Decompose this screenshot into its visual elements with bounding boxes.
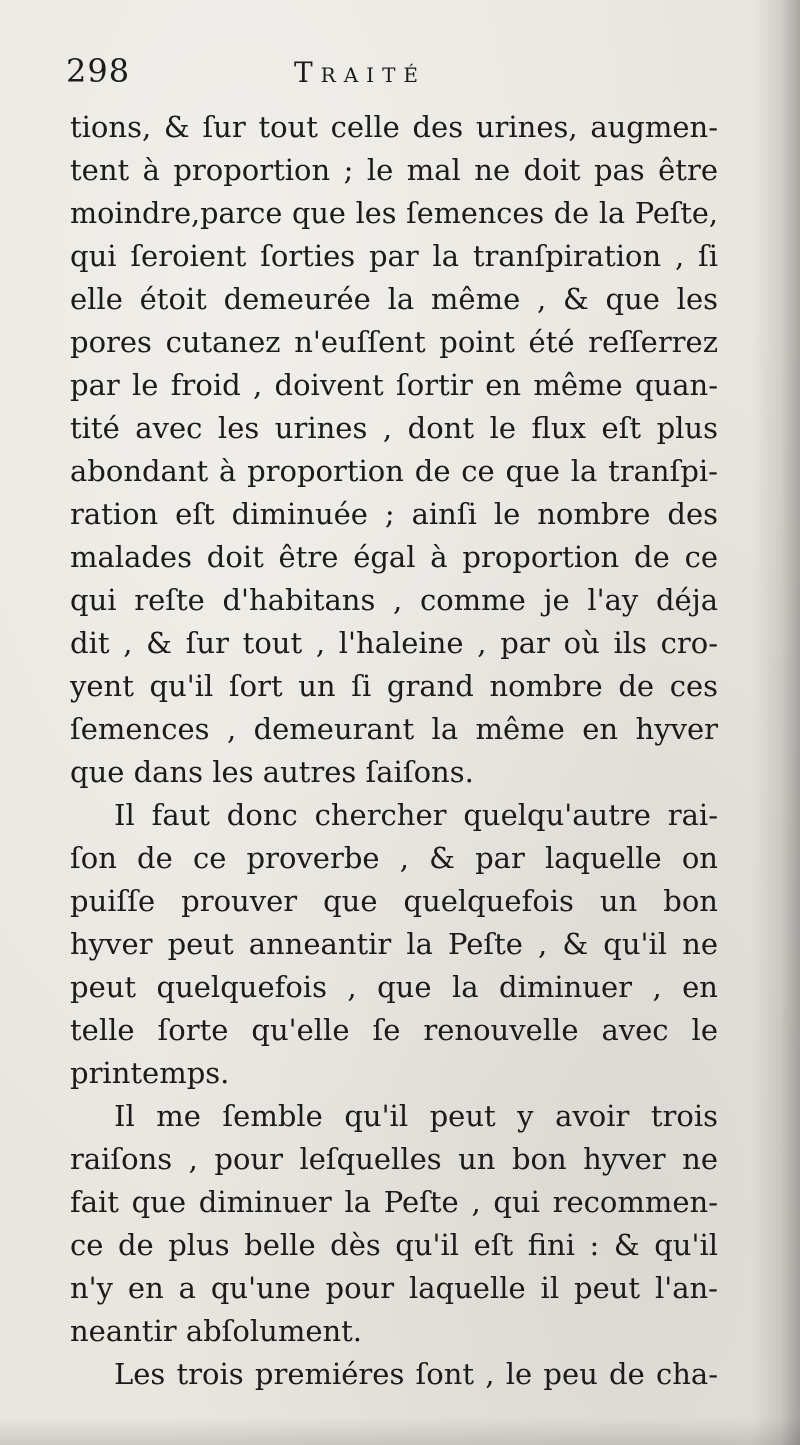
text-line: neantir abſolument.	[70, 1314, 363, 1348]
text-line: telle ſorte qu'elle ſe renouvelle avec le	[70, 1013, 718, 1047]
text-line: tité avec les urines , dont le flux eſt plus	[70, 411, 718, 445]
body-text	[70, 106, 718, 1396]
paragraph	[70, 794, 718, 1095]
page-bottom-shadow	[0, 1417, 800, 1445]
text-line: fait que diminuer la Peſte , qui recommen-	[70, 1185, 718, 1219]
text-line: qui reſte d'habitans , comme je l'ay déja	[70, 583, 718, 617]
running-head	[66, 52, 706, 96]
text-line: elle étoit demeurée la même , & que les	[70, 282, 718, 316]
text-line: Il me ſemble qu'il peut y avoir trois	[114, 1099, 718, 1133]
text-line: que dans les autres ſaiſons.	[70, 755, 474, 789]
text-line: yent qu'il ſort un ſi grand nombre de ces	[70, 669, 718, 703]
text-line: par le froid , doivent ſortir en même quan-	[70, 368, 718, 402]
text-line: ſon de ce proverbe , & par laquelle on	[70, 841, 718, 875]
text-line: ce de plus belle dès qu'il eſt fini : & qu'il	[70, 1228, 718, 1262]
text-line: puiſſe prouver que quelquefois un bon	[70, 884, 718, 918]
text-line: malades doit être égal à proportion de ce	[70, 540, 718, 574]
paragraph	[70, 1095, 718, 1353]
page-number: 298	[66, 52, 131, 90]
text-line: qui ſeroient ſorties par la tranſpiration , ſi	[70, 239, 718, 273]
text-line: abondant à proportion de ce que la tranſpi-	[70, 454, 718, 488]
text-line: peut quelquefois , que la diminuer , en	[70, 970, 718, 1004]
text-line: Les trois premiéres ſont , le peu de cha-	[114, 1357, 718, 1391]
text-line: hyver peut anneantir la Peſte , & qu'il ne	[70, 927, 718, 961]
text-line: tions, & ſur tout celle des urines, augmen-	[70, 110, 718, 144]
text-line: printemps.	[70, 1056, 230, 1090]
text-line: dit , & ſur tout , l'haleine , par où ils cro-	[70, 626, 718, 660]
text-line: pores cutanez n'euſſent point été reſſerrez	[70, 325, 718, 359]
text-line: moindre,parce que les ſemences de la Peſte,	[70, 196, 718, 230]
text-line: ration eſt diminuée ; ainſi le nombre des	[70, 497, 718, 531]
text-line: raiſons , pour leſquelles un bon hyver ne	[70, 1142, 718, 1176]
text-line: ſemences , demeurant la même en hyver	[70, 712, 718, 746]
text-line: tent à proportion ; le mal ne doit pas être	[70, 153, 718, 187]
page-edge-shadow	[752, 0, 800, 1445]
running-title: Traité	[294, 56, 427, 89]
text-line: Il faut donc chercher quelqu'autre rai-	[114, 798, 718, 832]
paragraph	[70, 106, 718, 794]
text-line: n'y en a qu'une pour laquelle il peut l'an-	[70, 1271, 718, 1305]
paragraph	[70, 1353, 718, 1396]
